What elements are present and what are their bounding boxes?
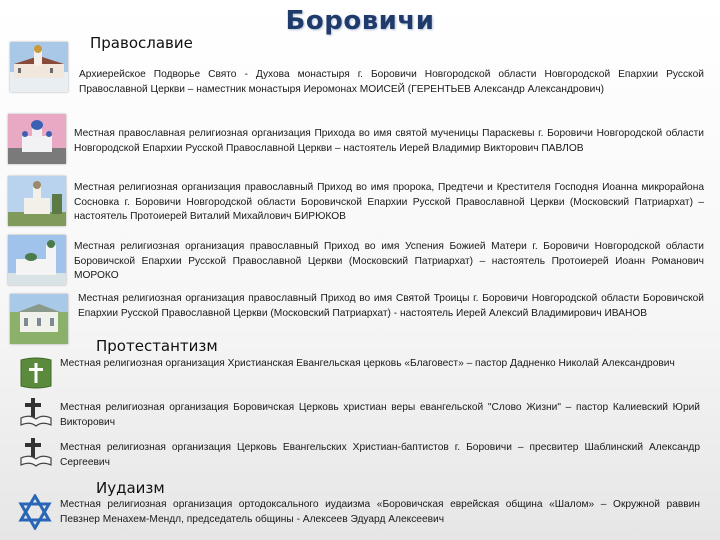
section-heading-orthodoxy: Православие [90, 34, 193, 52]
orthodox-entry-1: Архиерейское Подворье Свято - Духова монастыря г. Боровичи Новгородской области Новгородской Епархии Русской Православной Церкви – наместник монастыря Иеромонах МОИСЕЙ (ГЕРЕНТЬЕВ Александр Александрович) [79, 69, 704, 95]
monastery-photo [10, 42, 68, 92]
orthodox-entry-4: Местная религиозная организация православный Приход во имя Успения Божией Матери г. Боровичи Новгородской области Боровичской Епархии Русской Православной Церкви (Московский Патриархат) – настоятель Протоиерей Иоанн Романович МОРОКО [74, 241, 704, 281]
orthodox-entry-5: Местная религиозная организация православный Приход во имя Святой Троицы г. Боровичи Новгородской области Боровичской Епархии Русской Православной Церкви (Московский Патриархат) - настоятель Иерей Алексий Владимирович ИВАНОВ [78, 293, 704, 319]
orthodox-entry-2: Местная православная религиозная организация Прихода во имя святой мученицы Параскевы г. Боровичи Новгородской области Новгородской Епархии Русской Православной Церкви – настоятель Иерей Владимир Викторович ПАВЛОВ [74, 128, 704, 154]
bible-cross-icon [18, 436, 54, 473]
cross-badge-icon [18, 356, 54, 395]
page-title: Боровичи [285, 6, 435, 36]
church-photo [8, 176, 66, 226]
church-photo [8, 114, 66, 164]
church-photo [8, 235, 66, 285]
section-heading-judaism: Иудаизм [96, 479, 165, 497]
orthodox-entry-3: Местная религиозная организация православный Приход во имя пророка, Предтечи и Крестителя Господня Иоанна микрорайона Сосновка г. Боровичи Новгородской области Боровичской Епархии Русской Православной Церкви (Московский Патриархат) – настоятель Протоиерей Виталий Михайлович БИРЮКОВ [74, 182, 704, 222]
protestant-entry-2: Местная религиозная организация Боровичская Церковь христиан веры евангельской "Слово Жизни" – пастор Калиевский Юрий Викторович [60, 402, 700, 428]
star-of-david-icon [18, 494, 52, 535]
protestant-entry-3: Местная религиозная организация Церковь Евангельских Христиан-баптистов г. Боровичи – пресвитер Шаблинский Александр Сергеевич [60, 442, 700, 468]
church-photo [10, 294, 68, 344]
jewish-entry-1: Местная религиозная организация ортодоксального иудаизма «Боровичская еврейская община «Шалом» – Окружной раввин Певзнер Менахем-Мендл, председатель общины - Алексеев Эдуард Алексеевич [60, 499, 700, 525]
bible-cross-icon [18, 396, 54, 433]
protestant-entry-1: Местная религиозная организация Христианская Евангельская церковь «Благовест» – пастор Дадненко Николай Александрович [60, 358, 675, 369]
section-heading-protestantism: Протестантизм [96, 337, 218, 355]
